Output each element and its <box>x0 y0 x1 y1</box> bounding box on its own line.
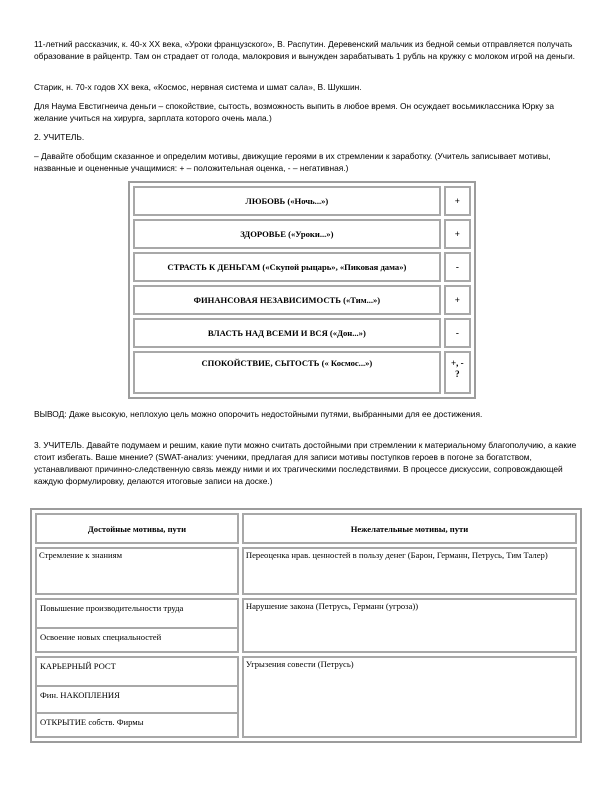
paragraph-teacher-instructions: – Давайте обобщим сказанное и определим мотивы, движущие героями в их стремлении к заработку. (Учитель записывает мотивы, названные и оцененные учащимися: + – положительная оценка, - – негативная.) <box>34 151 551 173</box>
worthy-item: ОТКРЫТИЕ собств. Фирмы <box>37 712 237 736</box>
sign-cell: + <box>444 285 471 315</box>
table-row <box>133 318 471 348</box>
worthy-item: Фин. НАКОПЛЕНИЯ <box>37 685 237 709</box>
motive-cell: СПОКОЙСТВИЕ, СЫТОСТЬ (« Космос...») <box>133 351 441 394</box>
paragraph-naum: Для Наума Евстигнеича деньги – спокойствие, сытость, возможность выпить в любое время. Он осуждает восьмиклассника Юрку за желание учиться на хирурга, зарплата которого очень мала.) <box>34 101 555 123</box>
worthy-cell-group <box>35 598 239 653</box>
worthy-item: Освоение новых специальностей <box>37 627 237 651</box>
motive-cell: ЛЮБОВЬ («Ночь...») <box>133 186 441 216</box>
worthy-item: КАРЬЕРНЫЙ РОСТ <box>40 661 116 671</box>
motive-cell: СТРАСТЬ К ДЕНЬГАМ («Скупой рыцарь», «Пиковая дама») <box>133 252 441 282</box>
sign-line: ? <box>455 369 460 379</box>
table-row <box>35 656 577 738</box>
table-row <box>35 598 577 653</box>
motives-table <box>128 181 476 399</box>
undesirable-cell: Нарушение закона (Петрусь, Германн (угроза)) <box>242 598 577 653</box>
paragraph-teacher-3: 3. УЧИТЕЛЬ. Давайте подумаем и решим, какие пути можно считать достойными при стремлении к материальному благополучию, а какие стоит избегать. Ваше мнение? (SWAT-анализ: ученики, предлагая для записи мотивы поступков героев в погоне за богатством, устанавливают причинно-следственную связь между ними и их трагическими последствиями. В процессе дискуссии, сопровождающей каждую формулировку, делаются итоговые записи на доске.) <box>34 440 577 486</box>
table-row <box>133 186 471 216</box>
sign-cell: + <box>444 219 471 249</box>
sign-cell: - <box>444 252 471 282</box>
motive-cell: ФИНАНСОВАЯ НЕЗАВИСИМОСТЬ («Тим...») <box>133 285 441 315</box>
table-row <box>133 219 471 249</box>
worthy-item: Повышение производительности труда <box>40 603 184 613</box>
column-header-worthy: Достойные мотивы, пути <box>35 513 239 544</box>
table-row <box>133 285 471 315</box>
undesirable-cell: Угрызения совести (Петрусь) <box>242 656 577 738</box>
paragraph-conclusion: ВЫВОД: Даже высокую, неплохую цель можно опорочить недостойными путями, выбранными для ее достижения. <box>34 409 483 419</box>
table-row <box>133 351 471 394</box>
sign-cell: - <box>444 318 471 348</box>
column-header-undesirable: Нежелательные мотивы, пути <box>242 513 577 544</box>
paragraph-rasputin: 11-летний рассказчик, к. 40-х XX века, «Уроки французского», В. Распутин. Деревенский мальчик из бедной семьи отправляется получать образование в райцентр. Там он страдает от голода, малокровия и вынужден зарабатывать 1 рубль на кружку с молоком игрой на деньги. <box>34 39 575 61</box>
motive-cell: ЗДОРОВЬЕ («Уроки...») <box>133 219 441 249</box>
table-row <box>133 252 471 282</box>
table-header-row <box>35 513 577 544</box>
motive-cell: ВЛАСТЬ НАД ВСЕМИ И ВСЯ («Дон...») <box>133 318 441 348</box>
undesirable-cell: Переоценка нрав. ценностей в пользу денег (Барон, Германн, Петрусь, Тим Талер) <box>242 547 577 595</box>
worthy-cell: Стремление к знаниям <box>35 547 239 595</box>
ways-table <box>30 508 582 743</box>
table-row <box>35 547 577 595</box>
section-heading-teacher-2: 2. УЧИТЕЛЬ. <box>34 132 85 142</box>
sign-cell: + <box>444 186 471 216</box>
sign-line: +, - <box>451 358 464 368</box>
worthy-cell-group <box>35 656 239 738</box>
sign-cell <box>444 351 471 394</box>
paragraph-shukshin: Старик, н. 70-х годов XX века, «Космос, нервная система и шмат сала», В. Шукшин. <box>34 82 362 92</box>
